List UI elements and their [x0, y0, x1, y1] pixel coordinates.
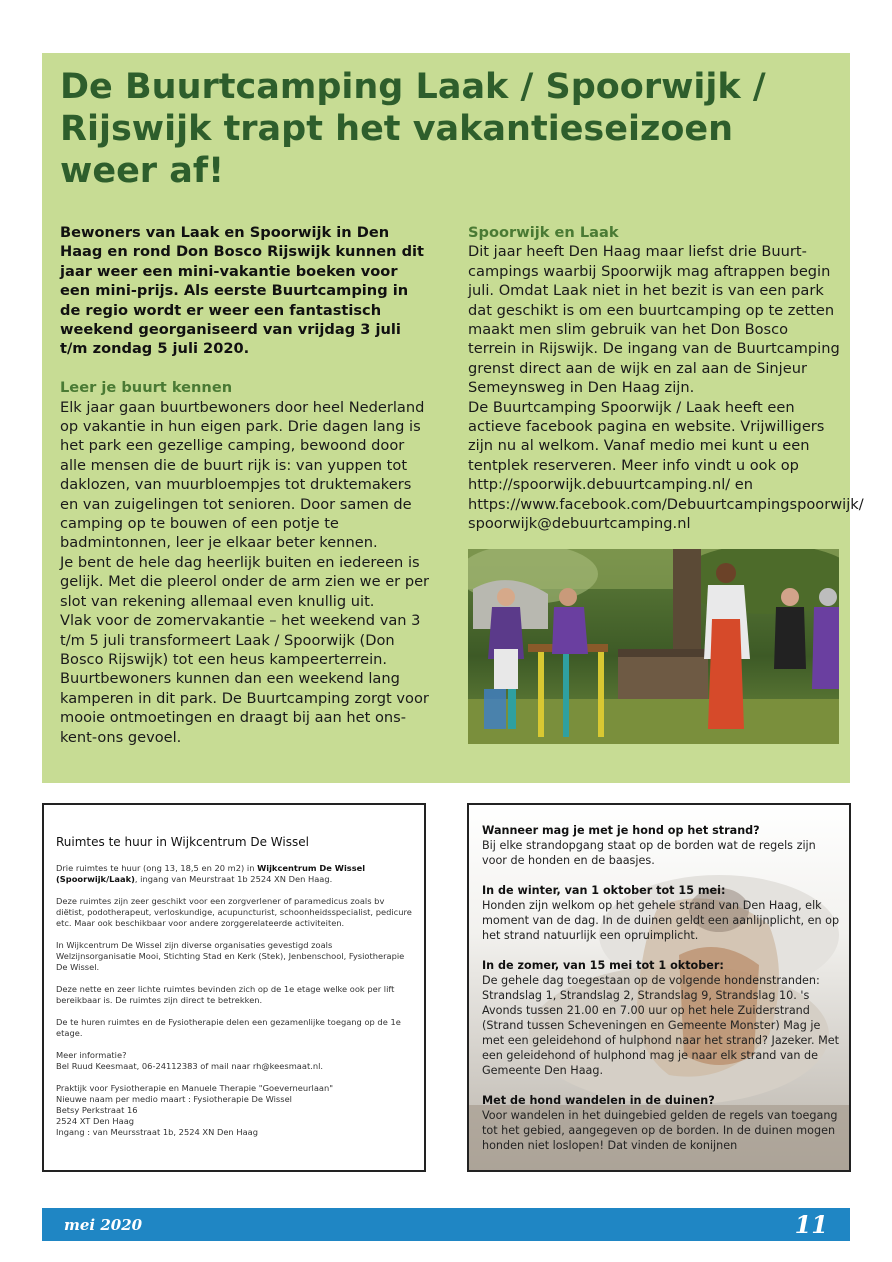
rooms-paragraph-4: Deze nette en zeer lichte ruimtes bevinden zich op de 1e etage welke ook per lift bereikbaar is. De ruimtes zijn direct te betrekken. [56, 984, 395, 1005]
article-column-left [60, 223, 432, 747]
dog-summer-rules: In de zomer, van 15 mei tot 1 oktober: De gehele dag toegestaan op de volgende hondenstranden: Strandslag 1, Strandslag 2, Strandslag 9, Strandslag 10. 's Avonds tussen 21.00 en 7.00 uur op het hele Zuiderstrand (Strand tussen Scheveningen en Gemeente Monster) Mag je met een geleidehond of hulphond naar het strand? Jazeker. Met een geleidehond of hulphond mag je naar elk strand van de Gemeente Den Haag. [482, 959, 840, 1077]
footer-date: mei 2020 [64, 1216, 143, 1234]
rooms-paragraph-3: In Wijkcentrum De Wissel zijn diverse organisaties gevestigd zoals Welzijnsorganisatie Mooi, Stichting Stad en Kerk (Stek), Jenbenschool, Fysiotherapie De Wissel. [56, 940, 405, 972]
rooms-address: Praktijk voor Fysiotherapie en Manuele Therapie "Goeverneurlaan" Nieuwe naam per medio maart : Fysiotherapie De Wissel Betsy Perkstraat 16 2524 XT Den Haag Ingang : van Meursstraat 1b, 2524 XN Den Haag [56, 1083, 334, 1137]
camping-photo [468, 549, 839, 744]
section1-paragraph-1: Elk jaar gaan buurtbewoners door heel Nederland op vakantie in hun eigen park. Drie dagen lang is het park een gezellige camping, bewoond door alle mensen die de buurt rijk is: van yuppen tot daklozen, van muurbloempjes tot druktemakers en van zuigelingen tot senioren. Door samen de camping op te bouwen of een potje te badmintonnen, leer je elkaar beter kennen. [60, 398, 425, 552]
dog-question-1: Wanneer mag je met je hond op het strand? Bij elke strandopgang staat op de borden wat de regels zijn voor de honden en de baasjes. [482, 824, 816, 867]
section1-paragraph-2: Je bent de hele dag heerlijk buiten en iedereen is gelijk. Met die pleerol onder de arm zien we er per slot van rekening allemaal even knullig uit. [60, 553, 430, 610]
page-footer [42, 1208, 850, 1241]
dog-beach-box [467, 803, 851, 1172]
rooms-paragraph-5: De te huren ruimtes en de Fysiotherapie delen een gezamenlijke toegang op de 1e etage. [56, 1017, 401, 1038]
section1-paragraph-3: Vlak voor de zomervakantie – het weekend van 3 t/m 5 juli transformeert Laak / Spoorwijk (Don Bosco Rijswijk) tot een heus kampeerterrein. Buurtbewoners kunnen dan een weekend lang kamperen in dit park. De Buurtcamping zorgt voor mooie ontmoetingen en draagt bij aan het ons-kent-ons gevoel. [60, 612, 429, 746]
dog-dunes-rules: Met de hond wandelen in de duinen? Voor wandelen in het duingebied gelden de regels van toegang tot het gebied, aangegeven op de borden. In de duinen mogen honden niet loslopen! Dat vinden de konijnen [482, 1094, 838, 1152]
section-heading-leer-je-buurt: Leer je buurt kennen [60, 379, 233, 397]
rooms-title: Ruimtes te huur in Wijkcentrum De Wissel [56, 835, 309, 849]
dog-winter-rules: In de winter, van 1 oktober tot 15 mei: Honden zijn welkom op het gehele strand van Den Haag, elk moment van de dag. In de duinen geldt een aanlijnplicht, en op het strand natuurlijk een opruimplicht. [482, 884, 840, 942]
article-column-right [468, 223, 864, 534]
article-headline: De Buurtcamping Laak / Spoorwijk / Rijswijk trapt het vakantieseizoen weer af! [60, 67, 766, 191]
rooms-for-rent-box [42, 803, 426, 1172]
section2-paragraph-1: Dit jaar heeft Den Haag maar liefst drie Buurt-campings waarbij Spoorwijk mag aftrappen begin juli. Omdat Laak niet in het bezit is van een park dat geschikt is om een buurtcamping op te zetten maakt men slim gebruik van het Don Bosco terrein in Rijswijk. De ingang van de Buurtcamping grenst direct aan de wijk en zal aan de Sinjeur Semeynsweg in Den Haag zijn. [468, 243, 840, 397]
section-heading-spoorwijk-laak: Spoorwijk en Laak [468, 224, 619, 241]
rooms-paragraph-2: Deze ruimtes zijn zeer geschikt voor een zorgverlener of paramedicus zoals bv diëtist, podotherapeut, verloskundige, acupuncturist, schoonheidsspecialist, pedicure etc. Maar ook beschikbaar voor andere zorggerelateerde activiteiten. [56, 896, 412, 928]
article-lead: Bewoners van Laak en Spoorwijk in Den Haag en rond Don Bosco Rijswijk kunnen dit jaar weer een mini-vakantie boeken voor een mini-prijs. Als eerste Buurtcamping in de regio wordt er weer een fantastisch weekend georganiseerd van vrijdag 3 juli t/m zondag 5 juli 2020. [60, 224, 425, 358]
rooms-paragraph-1: Drie ruimtes te huur (ong 13, 18,5 en 20 m2) in Wijkcentrum De Wissel (Spoorwijk/Laak), ingang van Meurstraat 1b 2524 XN Den Haag. [56, 863, 366, 884]
rooms-contact: Meer informatie? Bel Ruud Keesmaat, 06-24112383 of mail naar rh@keesmaat.nl. [56, 1050, 324, 1071]
page-number: 11 [794, 1210, 828, 1239]
section2-paragraph-2: De Buurtcamping Spoorwijk / Laak heeft een actieve facebook pagina en website. Vrijwilligers zijn nu al welkom. Vanaf medio mei kunt u een tentplek reserveren. Meer info vindt u ook op http://spoorwijk.debuurtcamping.nl/ en https://www.facebook.com/Debuurtcampingspoorwijk/ spoorwijk@debuurtcamping.nl [468, 398, 864, 533]
